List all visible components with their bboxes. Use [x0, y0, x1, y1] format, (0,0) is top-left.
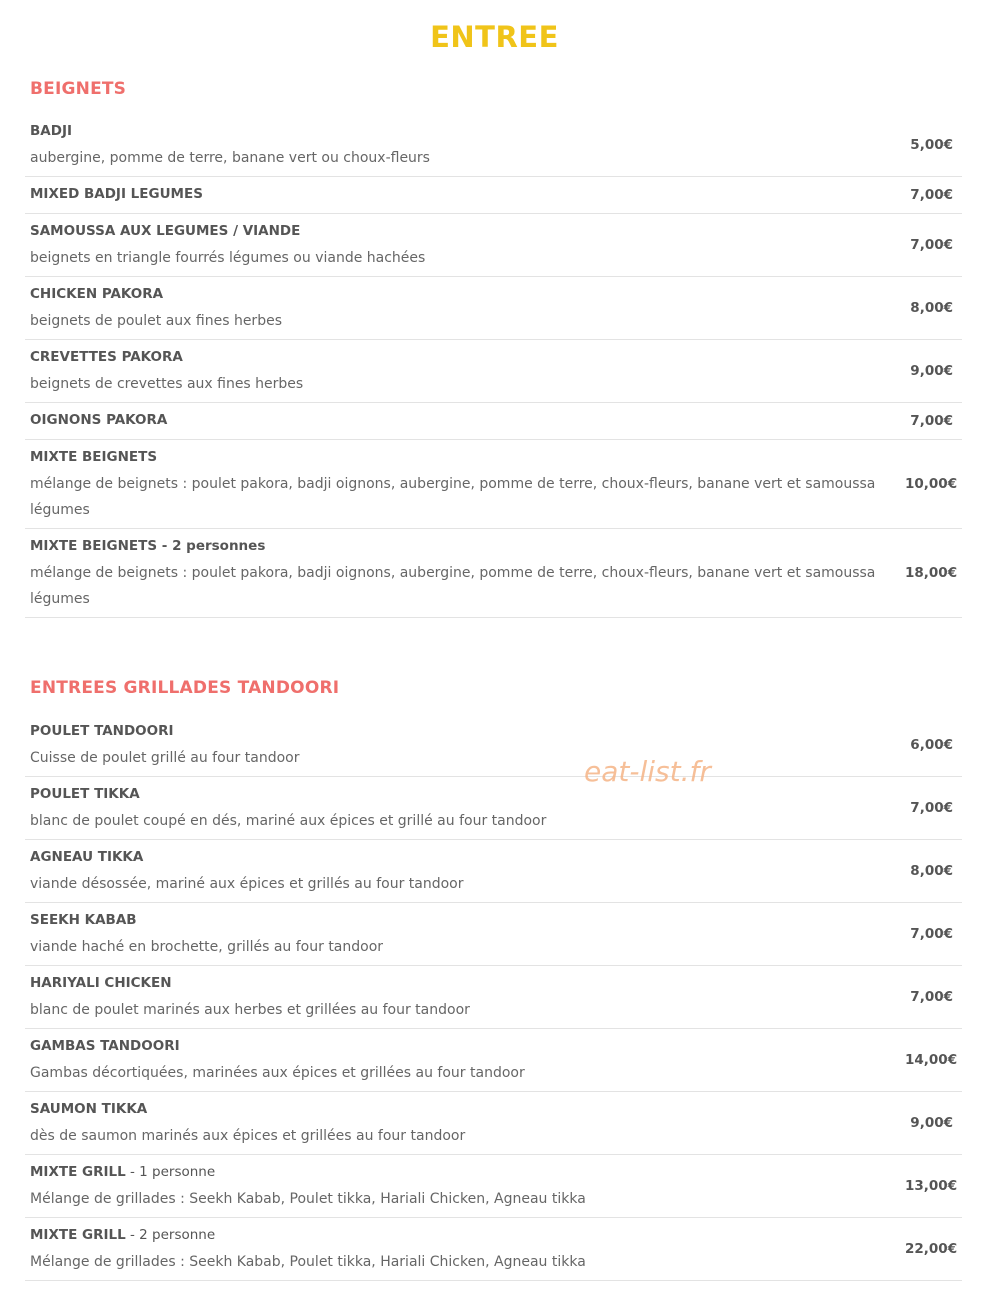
item-name: POULET TANDOORI [30, 723, 174, 739]
menu-item [25, 1092, 962, 1155]
item-price: 14,00€ [905, 1052, 958, 1068]
menu-item [25, 714, 962, 777]
item-price: 7,00€ [910, 926, 953, 942]
menu-item [25, 277, 962, 340]
menu-item [25, 440, 962, 529]
menu-item [25, 403, 962, 440]
item-price: 8,00€ [910, 300, 953, 316]
item-price: 7,00€ [910, 800, 953, 816]
menu-item [25, 1155, 962, 1218]
item-name: CHICKEN PAKORA [30, 286, 164, 302]
item-name: SAUMON TIKKA [30, 1101, 148, 1117]
item-name: MIXTE GRILL [30, 1227, 126, 1243]
page-title: ENTREE [430, 20, 559, 54]
menu-item [25, 903, 962, 966]
item-price: 18,00€ [905, 565, 958, 581]
item-name: MIXTE BEIGNETS [30, 449, 158, 465]
item-description: aubergine, pomme de terre, banane vert ou choux-fleurs [30, 150, 430, 166]
item-description: blanc de poulet coupé en dés, mariné aux épices et grillé au four tandoor [30, 813, 547, 829]
item-description: dès de saumon marinés aux épices et grillées au four tandoor [30, 1128, 466, 1144]
item-name: OIGNONS PAKORA [30, 412, 168, 428]
item-description: Mélange de grillades : Seekh Kabab, Poulet tikka, Hariali Chicken, Agneau tikka [30, 1191, 586, 1207]
item-price: 8,00€ [910, 863, 953, 879]
item-name-line [30, 1162, 890, 1183]
item-name-suffix: - 1 personne [125, 1164, 216, 1180]
item-price: 7,00€ [910, 989, 953, 1005]
item-price: 9,00€ [910, 363, 953, 379]
menu-item [25, 840, 962, 903]
item-price: 10,00€ [905, 476, 958, 492]
watermark: eat-list.fr [584, 755, 711, 788]
section-title-beignets: BEIGNETS [30, 79, 127, 99]
item-price: 7,00€ [910, 413, 953, 429]
menu-item [25, 177, 962, 214]
item-name: CREVETTES PAKORA [30, 349, 183, 365]
item-description: Cuisse de poulet grillé au four tandoor [30, 750, 300, 766]
item-name: AGNEAU TIKKA [30, 849, 144, 865]
item-description: beignets de crevettes aux fines herbes [30, 376, 304, 392]
menu-list-beignets [25, 114, 962, 618]
item-name-line [30, 1225, 890, 1246]
item-description: viande désossée, mariné aux épices et grillés au four tandoor [30, 876, 464, 892]
item-name: HARIYALI CHICKEN [30, 975, 172, 991]
item-description: Mélange de grillades : Seekh Kabab, Poulet tikka, Hariali Chicken, Agneau tikka [30, 1254, 586, 1270]
item-price: 5,00€ [910, 137, 953, 153]
item-description: beignets de poulet aux fines herbes [30, 313, 282, 329]
item-description: Gambas décortiquées, marinées aux épices et grillées au four tandoor [30, 1065, 525, 1081]
menu-item [25, 966, 962, 1029]
item-name: MIXED BADJI LEGUMES [30, 186, 203, 202]
item-price: 7,00€ [910, 237, 953, 253]
menu-item [25, 340, 962, 403]
item-description: beignets en triangle fourrés légumes ou viande hachées [30, 250, 426, 266]
menu-item [25, 777, 962, 840]
menu-item [25, 1218, 962, 1281]
item-name: SEEKH KABAB [30, 912, 137, 928]
item-price: 7,00€ [910, 187, 953, 203]
item-price: 13,00€ [905, 1178, 958, 1194]
item-description: mélange de beignets : poulet pakora, badji oignons, aubergine, pomme de terre, choux-fleurs, banane vert et samoussa légumes [30, 565, 876, 607]
item-price: 22,00€ [905, 1241, 958, 1257]
item-description: viande haché en brochette, grillés au four tandoor [30, 939, 384, 955]
item-name: POULET TIKKA [30, 786, 140, 802]
item-description: mélange de beignets : poulet pakora, badji oignons, aubergine, pomme de terre, choux-fleurs, banane vert et samoussa légumes [30, 476, 876, 518]
item-name: MIXTE GRILL [30, 1164, 126, 1180]
section-title-grillades: ENTREES GRILLADES TANDOORI [30, 678, 340, 698]
item-price: 6,00€ [910, 737, 953, 753]
item-name-suffix: - 2 personne [125, 1227, 216, 1243]
item-name: MIXTE BEIGNETS - 2 personnes [30, 538, 266, 554]
item-description: blanc de poulet marinés aux herbes et grillées au four tandoor [30, 1002, 470, 1018]
menu-item [25, 1029, 962, 1092]
menu-item [25, 529, 962, 618]
item-name: GAMBAS TANDOORI [30, 1038, 180, 1054]
menu-list-grillades [25, 714, 962, 1281]
item-price: 9,00€ [910, 1115, 953, 1131]
item-name: BADJI [30, 123, 72, 139]
item-name: SAMOUSSA AUX LEGUMES / VIANDE [30, 223, 301, 239]
menu-item [25, 214, 962, 277]
menu-item [25, 114, 962, 177]
